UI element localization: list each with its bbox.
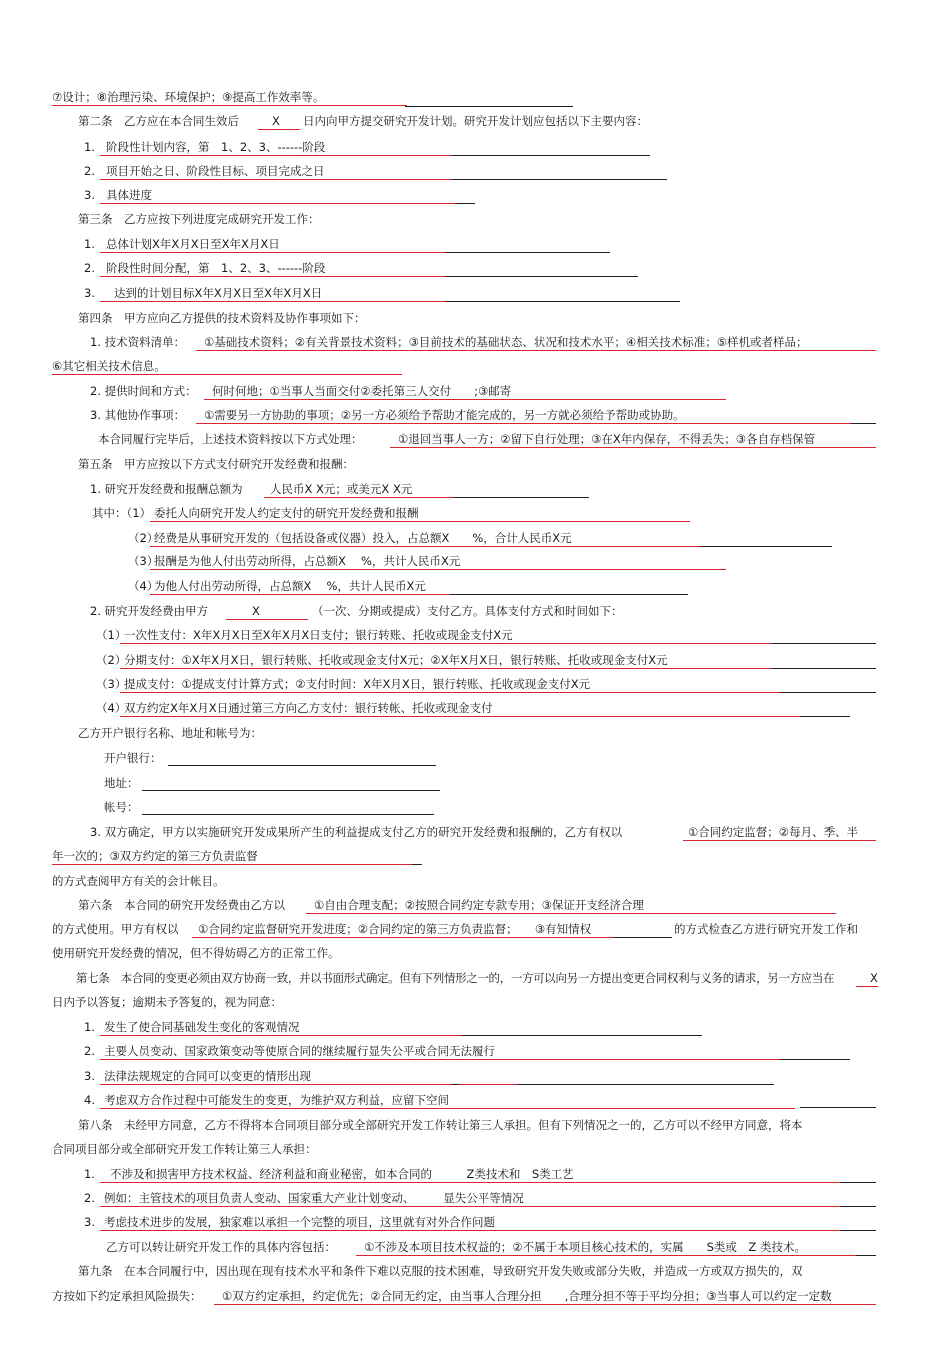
item-text[interactable]: 主要人员变动、国家政策变动等使原合同的继续履行显失公平或合同无法履行 — [104, 1044, 495, 1058]
field-value[interactable]: X — [252, 604, 260, 618]
red-underline — [100, 1206, 840, 1207]
field-label: （4） — [128, 579, 159, 593]
red-underline — [120, 668, 772, 669]
item-number: 1. — [84, 1167, 95, 1181]
article-2-days-field[interactable]: X — [272, 114, 280, 128]
article-6-text: 使用研究开发经费的情况，但不得妨碍乙方的正常工作。 — [52, 946, 340, 960]
blank-line — [452, 155, 650, 156]
field-value[interactable]: 年一次的；③双方约定的第三方负责监督 — [52, 849, 258, 863]
red-underline — [150, 569, 726, 570]
clause-text: 的方式查阅甲方有关的会计帐目。 — [52, 874, 225, 888]
red-underline — [52, 105, 407, 106]
item-number: 2. — [84, 164, 95, 178]
field-value[interactable]: ①合同约定监督研究开发进度；②合同约定的第三方负责监督； ③有知情权 — [198, 922, 592, 936]
field-label: （3） — [128, 554, 159, 568]
field-label: 本合同履行完毕后，上述技术资料按以下方式处理： — [98, 432, 363, 446]
clause-text: 3. 双方确定，甲方以实施研究开发成果所产生的利益提成支付乙方的研究开发经费和报酬的，乙方有权以 — [90, 825, 623, 839]
red-underline — [100, 301, 445, 302]
article-5-text: 第五条 甲方应按以下方式支付研究开发经费和报酬： — [78, 457, 354, 471]
article-6-text: 的方式使用。甲方有权以 — [52, 922, 179, 936]
bank-account-input[interactable] — [142, 814, 434, 815]
red-underline — [100, 1108, 795, 1109]
red-underline — [226, 619, 308, 620]
field-value[interactable]: 经费是从事研究开发的（包括设备或仪器）投入，占总额X %，合计人民币X元 — [154, 531, 572, 545]
field-label: 2. 提供时间和方式： — [90, 384, 197, 398]
red-underline — [856, 986, 878, 987]
red-underline — [100, 1059, 780, 1060]
blank-line — [780, 1059, 850, 1060]
field-label: 1. 研究开发经费和报酬总额为 — [90, 482, 243, 496]
red-underline — [52, 374, 402, 375]
field-label: 方按如下约定承担风险损失： — [52, 1289, 202, 1303]
field-value[interactable]: ①需要另一方协助的事项；②另一方必须给予帮助才能完成的，另一方就必须给予帮助或协助。 — [204, 408, 685, 422]
red-underline — [458, 1084, 518, 1085]
item-number: 2. — [84, 1044, 95, 1058]
item-number: 1. — [84, 1020, 95, 1034]
article-7-days-field[interactable]: X — [870, 971, 878, 985]
item-text[interactable]: 项目开始之日、阶段性目标、项目完成之日 — [106, 164, 325, 178]
blank-line — [462, 1035, 702, 1036]
field-value[interactable]: 双方约定X年X月X日通过第三方向乙方支付：银行转帐、托收或现金支付 — [124, 701, 493, 715]
item-number: 3. — [84, 1069, 95, 1083]
red-underline — [264, 497, 454, 498]
item-text[interactable]: 发生了使合同基础发生变化的客观情况 — [104, 1020, 300, 1034]
field-value[interactable]: 委托人向研究开发人约定支付的研究开发经费和报酬 — [154, 506, 419, 520]
blank-line — [405, 106, 573, 107]
article-9-text: 第九条 在本合同履行中，因出现在现有技术水平和条件下难以克服的技术困难，导致研究开发失败或部分失败，并造成一方或双方损失的，双 — [78, 1264, 803, 1278]
blank-line — [772, 643, 876, 644]
red-underline — [150, 546, 700, 547]
field-value[interactable]: ①基础技术资料；②有关背景技术资料；③目前技术的基础状态、状况和技术水平；④相关技术标准；⑤样机或者样品； — [204, 335, 808, 349]
field-label: （1） — [96, 628, 127, 642]
red-underline — [100, 179, 452, 180]
item-text[interactable]: 例如：主管技术的项目负责人变动、国家重大产业计划变动、 显失公平等情况 — [104, 1191, 524, 1205]
item-number: 2. — [84, 1191, 95, 1205]
item-text[interactable]: 达到的计划目标X年X月X日至X年X月X日 — [114, 286, 323, 300]
field-label: （2） — [128, 531, 159, 545]
red-underline — [214, 1304, 876, 1305]
blank-line — [454, 497, 589, 498]
bank-address-input[interactable] — [142, 790, 440, 791]
item-text[interactable]: 阶段性计划内容，第 1、2、3、------阶段 — [106, 140, 326, 154]
red-underline — [150, 521, 690, 522]
blank-line — [840, 1230, 876, 1231]
field-value[interactable]: ⑥其它相关技术信息。 — [52, 359, 166, 373]
item-text[interactable]: 法律法规规定的合同可以变更的情形出现 — [104, 1069, 311, 1083]
red-underline — [192, 937, 614, 938]
red-underline — [100, 276, 445, 277]
blank-line — [450, 594, 688, 595]
clause-text: ⑦设计；⑧治理污染、环境保护；⑨提高工作效率等。 — [52, 90, 325, 104]
article-8-text: 第八条 未经甲方同意，乙方不得将本合同项目部分或全部研究开发工作转让第三人承担。但有下列情况之一的，乙方可以不经甲方同意，将本 — [78, 1118, 803, 1132]
red-underline — [100, 1230, 840, 1231]
field-label: （3） — [96, 677, 127, 691]
blank-line — [840, 1182, 876, 1183]
field-label: （2） — [96, 653, 127, 667]
item-number: 4. — [84, 1093, 95, 1107]
field-value[interactable]: 人民币X X元；或美元X X元 — [270, 482, 413, 496]
red-underline — [100, 155, 452, 156]
blank-line — [840, 1206, 876, 1207]
red-underline — [196, 350, 876, 351]
red-underline — [120, 643, 772, 644]
red-underline — [683, 840, 876, 841]
item-text[interactable]: 具体进度 — [106, 188, 152, 202]
blank-line — [856, 1255, 876, 1256]
red-underline — [120, 716, 800, 717]
bank-address-label: 地址： — [104, 776, 139, 790]
blank-line — [700, 546, 832, 547]
red-underline — [120, 692, 780, 693]
red-underline — [100, 1182, 840, 1183]
blank-line — [780, 692, 876, 693]
item-number: 2. — [84, 261, 95, 275]
blank-line — [518, 1084, 774, 1085]
item-number: 1. — [84, 237, 95, 251]
article-7-text: 日内予以答复；逾期未予答复的，视为同意： — [52, 995, 282, 1009]
red-underline — [52, 864, 412, 865]
blank-line — [412, 864, 422, 865]
blank-line — [452, 179, 667, 180]
article-8-text: 合同项目部分或全部研究开发工作转让第三人承担： — [52, 1142, 317, 1156]
field-label: 3. 其他协作事项： — [90, 408, 186, 422]
bank-name-label: 开户银行： — [104, 751, 162, 765]
article-6-text: 第六条 本合同的研究开发经费由乙方以 — [78, 898, 285, 912]
red-underline — [306, 913, 836, 914]
field-value[interactable]: ①双方约定承担，约定优先；②合同无约定，由当事人合理分担 ,合理分担不等于平均分担；③当事人可以约定一定数 — [222, 1289, 832, 1303]
bank-name-input[interactable] — [168, 765, 436, 766]
red-underline — [100, 252, 445, 253]
blank-line — [800, 1107, 876, 1108]
article-7-text: 第七条 本合同的变更必须由双方协商一致，并以书面形式确定。但有下列情形之一的，一方可以向另一方提出变更合同权利与义务的请求，另一方应当在 — [76, 971, 835, 985]
article-3-text: 第三条 乙方应按下列进度完成研究开发工作： — [78, 212, 320, 226]
field-value[interactable]: 一次性支付：X年X月X日至X年X月X日支付；银行转账、托收或现金支付X元 — [124, 628, 513, 642]
red-underline — [150, 594, 450, 595]
field-label: 1. 技术资料清单： — [90, 335, 186, 349]
field-value[interactable]: ①合同约定监督；②每月、季、半 — [688, 825, 859, 839]
blank-line — [772, 668, 876, 669]
red-underline — [258, 129, 300, 130]
article-2-text: 日内向甲方提交研究开发计划。研究开发计划应包括以下主要内容： — [303, 114, 648, 128]
red-underline — [100, 1084, 452, 1085]
field-value[interactable]: 报酬是为他人付出劳动所得，占总额X %，共计人民币X元 — [154, 554, 461, 568]
red-underline — [100, 203, 455, 204]
item-number: 3. — [84, 286, 95, 300]
field-value[interactable]: 提成支付：①提成支付计算方式；②支付时间：X年X月X日，银行转账、托收或现金支付X元 — [124, 677, 591, 691]
blank-line — [851, 423, 876, 424]
blank-line — [445, 276, 638, 277]
field-label: 2. 研究开发经费由甲方 — [90, 604, 209, 618]
bank-info-heading: 乙方开户银行名称、地址和帐号为： — [78, 726, 262, 740]
item-text[interactable]: 考虑技术进步的发展，独家难以承担一个完整的项目，这里就有对外合作问题 — [104, 1215, 495, 1229]
field-value[interactable]: 何时何地；①当事人当面交付②委托第三人交付 ;③邮寄 — [212, 384, 512, 398]
blank-line — [445, 301, 680, 302]
field-value[interactable]: ①不涉及本项目技术权益的；②不属于本项目核心技术的，实属 S类或 Z 类技术。 — [364, 1240, 806, 1254]
item-text[interactable]: 考虑双方合作过程中可能发生的变更，为维护双方利益，应留下空间 — [104, 1093, 449, 1107]
item-number: 1. — [84, 140, 95, 154]
item-number: 3. — [84, 1215, 95, 1229]
red-underline — [196, 423, 851, 424]
red-underline — [356, 1255, 856, 1256]
item-number: 3. — [84, 188, 95, 202]
article-2-text: 第二条 乙方应在本合同生效后 — [78, 114, 239, 128]
blank-line — [614, 937, 672, 938]
item-text[interactable]: 总体计划X年X月X日至X年X月X日 — [106, 237, 280, 251]
article-6-text: 的方式检查乙方进行研究开发工作和 — [674, 922, 858, 936]
blank-line — [800, 716, 850, 717]
blank-line — [455, 203, 475, 204]
field-label: （一次、分期或提成）支付乙方。具体支付方式和时间如下： — [312, 604, 623, 618]
field-value[interactable]: ①自由合理支配；②按照合同约定专款专用；③保证开支经济合理 — [314, 898, 644, 912]
field-value[interactable]: 分期支付：①X年X月X日，银行转账、托收或现金支付X元；②X年X月X日，银行转账、托收或现金支付X元 — [124, 653, 668, 667]
field-label: 其中：（1） — [92, 506, 152, 520]
field-value[interactable]: ①退回当事人一方；②留下自行处理；③在X年内保存，不得丢失；③各自存档保管 — [398, 432, 816, 446]
bank-account-label: 帐号： — [104, 800, 139, 814]
article-4-text: 第四条 甲方应向乙方提供的技术资料及协作事项如下： — [78, 311, 366, 325]
blank-line — [445, 252, 610, 253]
item-text[interactable]: 阶段性时间分配，第 1、2、3、------阶段 — [106, 261, 326, 275]
red-underline — [204, 399, 726, 400]
field-label: （4） — [96, 701, 127, 715]
red-underline — [390, 447, 876, 448]
field-value[interactable]: 为他人付出劳动所得，占总额X %，共计人民币X元 — [154, 579, 426, 593]
field-label: 乙方可以转让研究开发工作的具体内容包括： — [106, 1240, 336, 1254]
item-text[interactable]: 不涉及和损害甲方技术权益、经济利益和商业秘密，如本合同的 Z类技术和 S类工艺 — [110, 1167, 574, 1181]
red-underline — [100, 1035, 462, 1036]
